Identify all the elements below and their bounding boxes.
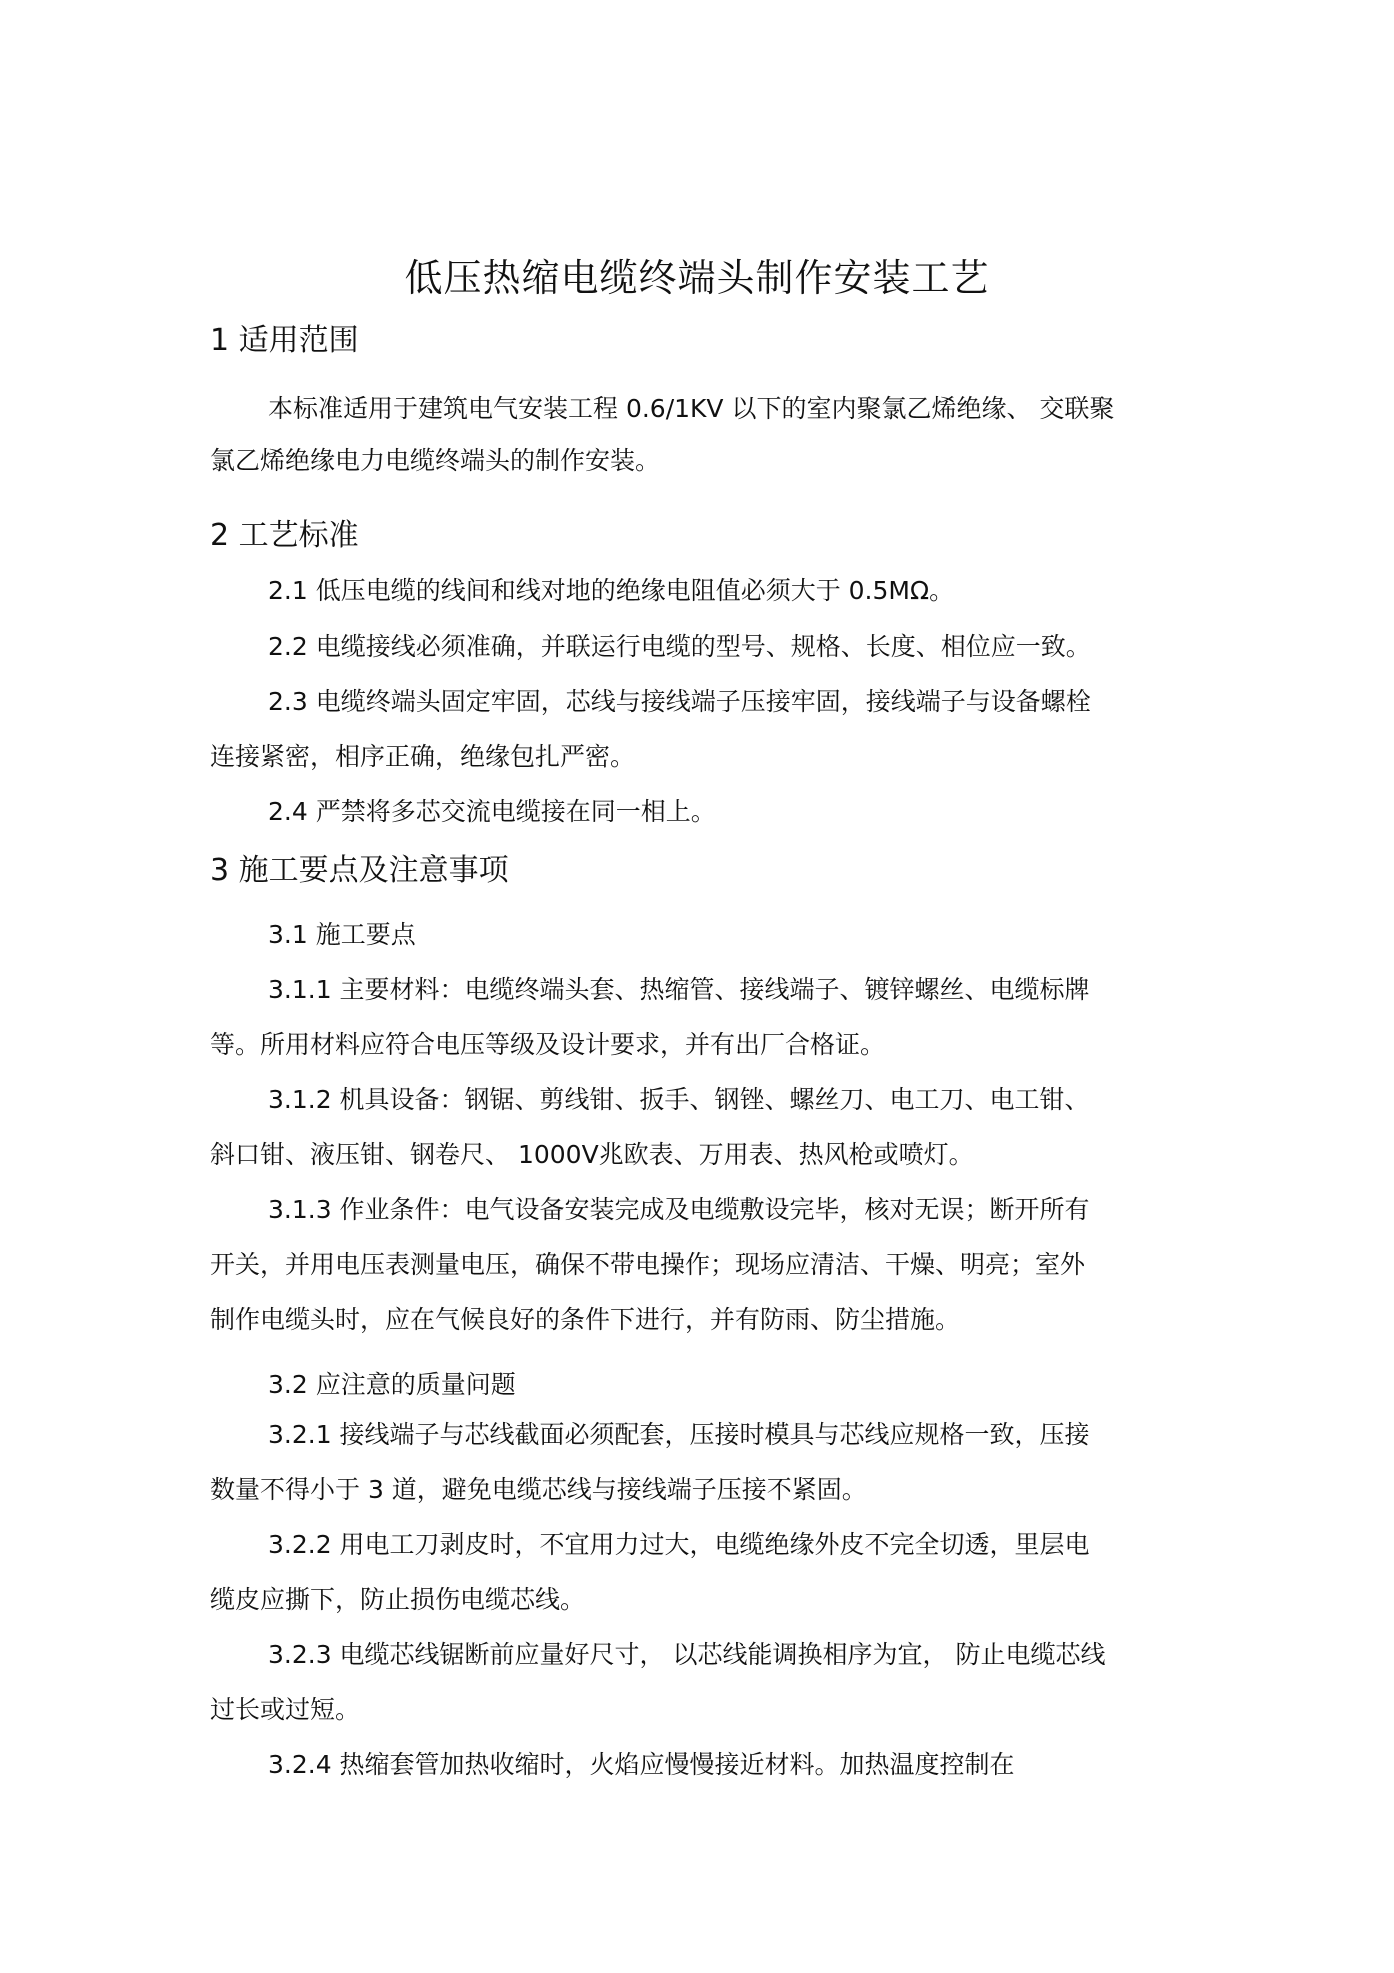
item-3-1-2-line: 3.1.2 机具设备：钢锯、剪线钳、扳手、钢锉、螺丝刀、电工刀、电工钳、 bbox=[268, 1085, 1090, 1114]
item-3-1-2-line: 斜口钳、液压钳、钢卷尺、 1000V兆欧表、万用表、热风枪或喷灯。 bbox=[210, 1140, 974, 1169]
item-3-1-1-line: 等。所用材料应符合电压等级及设计要求，并有出厂合格证。 bbox=[210, 1030, 886, 1059]
subsection-3-1: 3.1 施工要点 bbox=[268, 920, 416, 949]
item-3-1-3-line: 3.1.3 作业条件：电气设备安装完成及电缆敷设完毕，核对无误；断开所有 bbox=[268, 1195, 1090, 1224]
subsection-3-2: 3.2 应注意的质量问题 bbox=[268, 1370, 516, 1399]
item-3-2-4: 3.2.4 热缩套管加热收缩时，火焰应慢慢接近材料。加热温度控制在 bbox=[268, 1750, 1015, 1779]
item-2-4: 2.4 严禁将多芯交流电缆接在同一相上。 bbox=[268, 797, 716, 826]
item-2-1: 2.1 低压电缆的线间和线对地的绝缘电阻值必须大于 0.5MΩ。 bbox=[268, 576, 955, 605]
item-2-3-line: 2.3 电缆终端头固定牢固，芯线与接线端子压接牢固，接线端子与设备螺栓 bbox=[268, 687, 1091, 716]
item-3-1-3-line: 制作电缆头时，应在气候良好的条件下进行，并有防雨、防尘措施。 bbox=[210, 1305, 961, 1334]
paragraph-line: 氯乙烯绝缘电力电缆终端头的制作安装。 bbox=[210, 446, 661, 475]
item-3-2-3-line: 3.2.3 电缆芯线锯断前应量好尺寸， 以芯线能调换相序为宜， 防止电缆芯线 bbox=[268, 1640, 1106, 1669]
item-3-2-1-line: 3.2.1 接线端子与芯线截面必须配套，压接时模具与芯线应规格一致，压接 bbox=[268, 1420, 1090, 1449]
section-1-heading: 1 适用范围 bbox=[210, 323, 359, 358]
item-3-2-2-line: 3.2.2 用电工刀剥皮时，不宜用力过大，电缆绝缘外皮不完全切透，里层电 bbox=[268, 1530, 1090, 1559]
item-2-3-line: 连接紧密，相序正确，绝缘包扎严密。 bbox=[210, 742, 636, 771]
item-3-2-3-line: 过长或过短。 bbox=[210, 1695, 361, 1724]
item-3-2-1-line: 数量不得小于 3 道，避免电缆芯线与接线端子压接不紧固。 bbox=[210, 1475, 867, 1504]
section-2-heading: 2 工艺标准 bbox=[210, 518, 359, 553]
paragraph-line: 本标准适用于建筑电气安装工程 0.6/1KV 以下的室内聚氯乙烯绝缘、 交联聚 bbox=[268, 394, 1115, 423]
item-3-2-2-line: 缆皮应撕下，防止损伤电缆芯线。 bbox=[210, 1585, 586, 1614]
document-title: 低压热缩电缆终端头制作安装工艺 bbox=[404, 256, 990, 300]
item-3-1-3-line: 开关，并用电压表测量电压，确保不带电操作；现场应清洁、干燥、明亮；室外 bbox=[210, 1250, 1086, 1279]
section-3-heading: 3 施工要点及注意事项 bbox=[210, 853, 509, 888]
item-3-1-1-line: 3.1.1 主要材料：电缆终端头套、热缩管、接线端子、镀锌螺丝、电缆标牌 bbox=[268, 975, 1090, 1004]
item-2-2: 2.2 电缆接线必须准确，并联运行电缆的型号、规格、长度、相位应一致。 bbox=[268, 632, 1091, 661]
